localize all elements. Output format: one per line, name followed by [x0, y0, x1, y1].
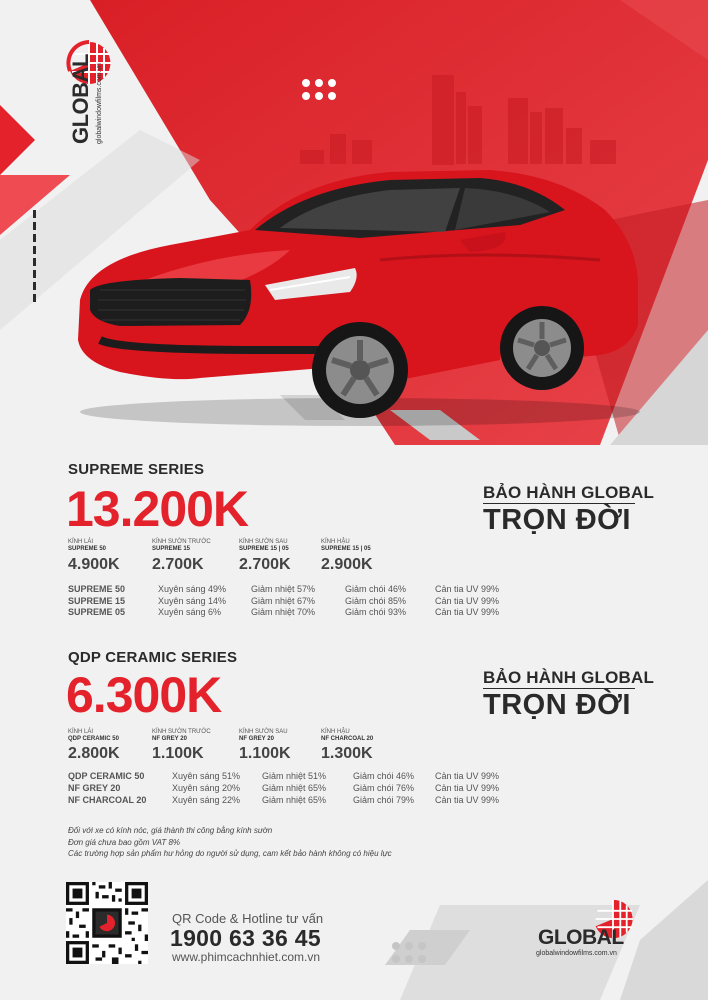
- supreme-pos-2-price: 2.700K: [152, 556, 204, 573]
- supreme-price: 13.200K: [66, 481, 249, 537]
- hotline-number[interactable]: 1900 63 36 45: [170, 925, 321, 951]
- qdp-pos-1-price: 2.800K: [68, 745, 120, 762]
- decorative-dots-bottom: [392, 942, 426, 963]
- qdp-pos-2-label: KÍNH SƯỜN TRƯỚC NF GREY 20: [152, 729, 211, 742]
- qr-code-icon[interactable]: [66, 882, 148, 964]
- supreme-series-title: SUPREME SERIES: [68, 461, 205, 478]
- supreme-pos-3-label: KÍNH SƯỜN SAU SUPREME 15 | 05: [239, 539, 289, 552]
- supreme-pos-4-price: 2.900K: [321, 556, 373, 573]
- supreme-warranty-line2: TRỌN ĐỜI: [483, 504, 631, 536]
- qdp-pos-3-label: KÍNH SƯỜN SAU NF GREY 20: [239, 729, 288, 742]
- qdp-pos-1-label: KÍNH LÁI QDP CERAMIC 50: [68, 729, 119, 742]
- brand-logo-top[interactable]: [66, 40, 136, 150]
- qdp-price: 6.300K: [66, 667, 222, 723]
- qdp-pos-4-label: KÍNH HẬU NF CHARCOAL 20: [321, 729, 374, 742]
- brand-name: GLOBAL: [68, 54, 93, 144]
- supreme-warranty-line1: BẢO HÀNH GLOBAL: [483, 483, 655, 502]
- note-vat: Đơn giá chưa bao gồm VAT 8%: [68, 838, 181, 847]
- qdp-warranty-line2: TRỌN ĐỜI: [483, 689, 631, 721]
- qdp-pos-3-price: 1.100K: [239, 745, 291, 762]
- brand-name: GLOBAL: [538, 926, 624, 949]
- note-sunroof: Đối với xe có kính nóc, giá thành thi công bằng kính sườn: [68, 826, 273, 835]
- supreme-pos-3-price: 2.700K: [239, 556, 291, 573]
- supreme-pos-1-price: 4.900K: [68, 556, 120, 573]
- qdp-pos-4-price: 1.300K: [321, 745, 373, 762]
- qr-hotline-label: QR Code & Hotline tư vấn: [172, 911, 324, 926]
- qdp-series-title: QDP CERAMIC SERIES: [68, 649, 238, 666]
- brand-url: globalwindowfilms.com.vn: [536, 950, 617, 957]
- supreme-pos-1-label: KÍNH LÁI SUPREME 50: [68, 539, 107, 552]
- supreme-pos-2-label: KÍNH SƯỜN TRƯỚC SUPREME 15: [152, 539, 211, 552]
- qdp-warranty-line1: BẢO HÀNH GLOBAL: [483, 668, 655, 687]
- qdp-pos-2-price: 1.100K: [152, 745, 204, 762]
- supreme-pos-4-label: KÍNH HẬU SUPREME 15 | 05: [321, 539, 371, 552]
- website-link[interactable]: www.phimcachnhiet.com.vn: [172, 950, 321, 964]
- note-warranty-exclusion: Các trường hợp sản phẩm hư hỏng do người sử dụng, cam kết bảo hành không có hiệu lực: [68, 849, 392, 858]
- decorative-dots-top: [302, 79, 336, 100]
- brand-logo-bottom[interactable]: [532, 904, 652, 964]
- brand-url: globalwindowfilms.com.vn: [96, 63, 103, 144]
- red-sports-car-image: [60, 150, 650, 430]
